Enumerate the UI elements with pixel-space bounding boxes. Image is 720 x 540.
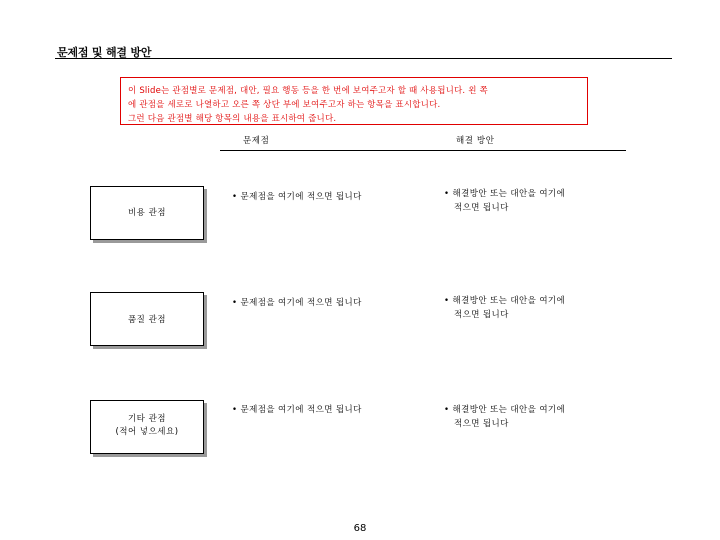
solution-line: • 해결방안 또는 대안을 여기에 bbox=[444, 405, 566, 415]
solution-cell bbox=[444, 403, 565, 431]
solution-line: • 해결방안 또는 대안을 여기에 bbox=[444, 296, 566, 306]
instruction-line: 이 Slide는 관점별로 문제점, 대안, 필요 행동 등을 한 번에 보여주고자 할 때 사용됩니다. 왼 쪽 bbox=[128, 86, 488, 96]
slide-title: 문제점 및 해결 방안 bbox=[57, 46, 152, 59]
view-label-line: 비용 관점 bbox=[127, 208, 167, 218]
column-header-problem: 문제점 bbox=[243, 136, 270, 146]
view-label-line: (적어 넣으세요) bbox=[115, 427, 179, 437]
view-label-line: 기타 관점 bbox=[127, 414, 167, 424]
instruction-line: 그런 다음 관점별 해당 항목의 내용을 표시하여 줍니다. bbox=[128, 114, 337, 124]
solution-line: 적으면 됩니다 bbox=[454, 419, 509, 429]
view-label-line: 품질 관점 bbox=[127, 315, 167, 325]
column-header-solution: 해결 방안 bbox=[456, 136, 495, 146]
solution-line: 적으면 됩니다 bbox=[454, 310, 509, 320]
solution-line: • 해결방안 또는 대안을 여기에 bbox=[444, 189, 566, 199]
view-label-quality bbox=[90, 314, 204, 327]
view-label-cost bbox=[90, 207, 204, 220]
title-divider bbox=[55, 58, 672, 59]
instruction-box bbox=[120, 77, 588, 125]
page-number: 68 bbox=[353, 523, 367, 534]
solution-cell bbox=[444, 187, 565, 215]
header-divider bbox=[220, 150, 626, 151]
problem-cell: • 문제점을 여기에 적으면 됩니다 bbox=[232, 298, 362, 308]
view-label-other bbox=[90, 413, 204, 439]
solution-cell bbox=[444, 294, 565, 322]
instruction-line: 에 관점을 세로로 나열하고 오른 쪽 상단 부에 보여주고자 하는 항목을 표시합니다. bbox=[128, 100, 441, 110]
problem-cell: • 문제점을 여기에 적으면 됩니다 bbox=[232, 192, 362, 202]
problem-cell: • 문제점을 여기에 적으면 됩니다 bbox=[232, 405, 362, 415]
solution-line: 적으면 됩니다 bbox=[454, 203, 509, 213]
